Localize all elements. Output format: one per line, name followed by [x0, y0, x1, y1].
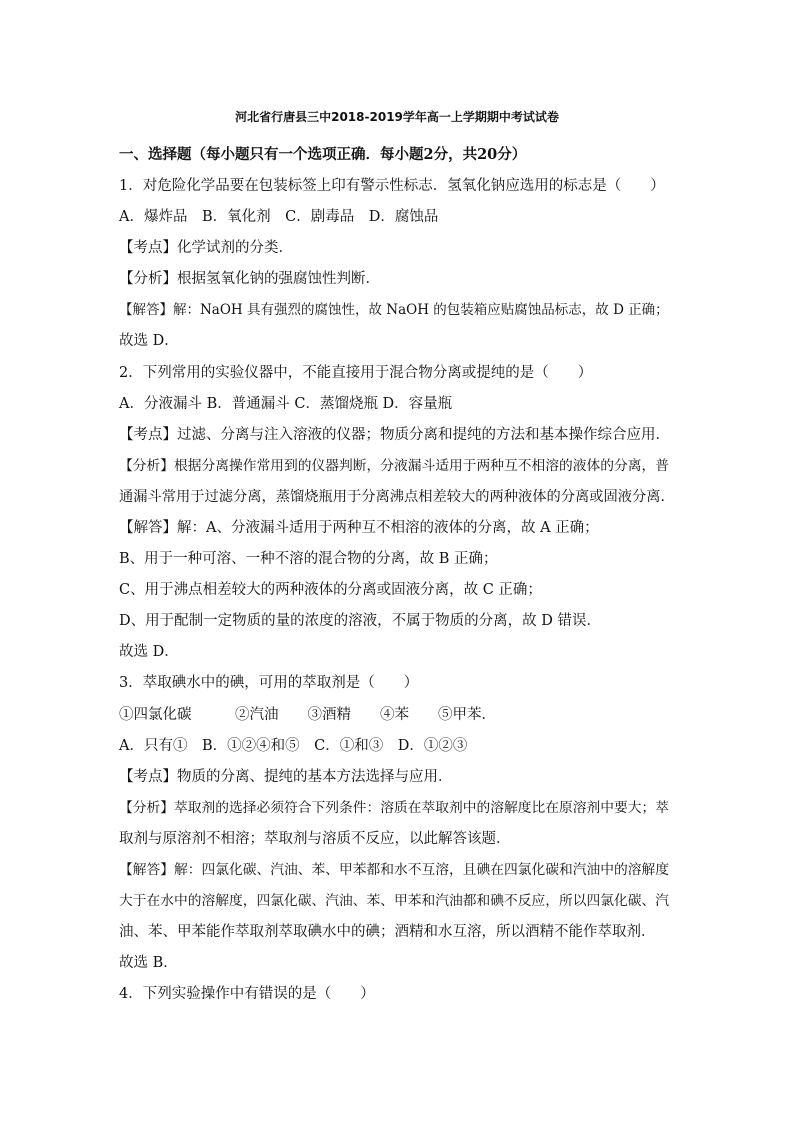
text-line: A．只有① B．①②④和⑤ C．①和③ D．①②③ — [119, 738, 468, 754]
text-line: 【分析】萃取剂的选择必须符合下列条件：溶质在萃取剂中的溶解度比在原溶剂中要大；萃 — [119, 800, 670, 816]
text-line: 通漏斗常用于过滤分离，蒸馏烧瓶用于分离沸点相差较大的两种液体的分离或固液分离． — [119, 489, 675, 505]
text-line: 取剂与原溶剂不相溶；萃取剂与溶质不反应，以此解答该题． — [119, 831, 511, 847]
text-line: 【解答】解：四氯化碳、汽油、苯、甲苯都和水不互溶，且碘在四氯化碳和汽油中的溶解度 — [119, 862, 670, 878]
text-line: 1．对危险化学品要在包装标签上印有警示性标志．氢氧化钠应选用的标志是（ ） — [119, 178, 665, 194]
text-line: C、用于沸点相差较大的两种液体的分离或固液分离，故 C 正确； — [119, 582, 542, 598]
text-line: 故选 D． — [119, 644, 179, 660]
text-line: 【分析】根据分离操作常用到的仪器判断，分液漏斗适用于两种互不相溶的液体的分离，普 — [119, 458, 670, 474]
text-line: 【考点】化学试剂的分类． — [119, 240, 293, 256]
section-title: 一、选择题（每小题只有一个选项正确．每小题2分，共20分） — [119, 146, 527, 163]
text-line: ①四氯化碳 ②汽油 ③酒精 ④苯 ⑤甲苯． — [119, 707, 496, 723]
text-line: 4．下列实验操作中有错误的是（ ） — [119, 986, 375, 1002]
text-line: 【考点】过滤、分离与注入溶液的仪器；物质分离和提纯的方法和基本操作综合应用． — [119, 427, 670, 443]
text-line: D、用于配制一定物质的量的浓度的溶液，不属于物质的分离，故 D 错误． — [119, 613, 601, 629]
text-line: 故选 D． — [119, 333, 179, 349]
document-title: 河北省行唐县三中2018-2019学年高一上学期期中考试试卷 — [235, 110, 559, 124]
text-line: A．分液漏斗 B．普通漏斗 C．蒸馏烧瓶 D．容量瓶 — [119, 396, 453, 412]
text-line: 油、苯、甲苯能作萃取剂萃取碘水中的碘；酒精和水互溶，所以酒精不能作萃取剂． — [119, 924, 656, 940]
text-line: 【考点】物质的分离、提纯的基本方法选择与应用． — [119, 769, 453, 785]
text-line: 【解答】解：A、分液漏斗适用于两种互不相溶的液体的分离，故 A 正确； — [119, 520, 599, 536]
text-line: 故选 B． — [119, 955, 178, 971]
text-line: 大于在水中的溶解度，四氯化碳、汽油、苯、甲苯和汽油都和碘不反应，所以四氯化碳、汽 — [119, 893, 670, 909]
text-line: B、用于一种可溶、一种不溶的混合物的分离，故 B 正确； — [119, 551, 498, 567]
text-line: 【分析】根据氢氧化钠的强腐蚀性判断． — [119, 271, 380, 287]
text-line: A．爆炸品 B．氧化剂 C．剧毒品 D．腐蚀品 — [119, 209, 439, 225]
text-line: 3．萃取碘水中的碘，可用的萃取剂是（ ） — [119, 675, 419, 691]
text-line: 【解答】解：NaOH 具有强烈的腐蚀性，故 NaOH 的包装箱应贴腐蚀品标志，故 D 正确； — [119, 302, 669, 318]
text-line: 2．下列常用的实验仪器中，不能直接用于混合物分离或提纯的是（ ） — [119, 365, 593, 381]
